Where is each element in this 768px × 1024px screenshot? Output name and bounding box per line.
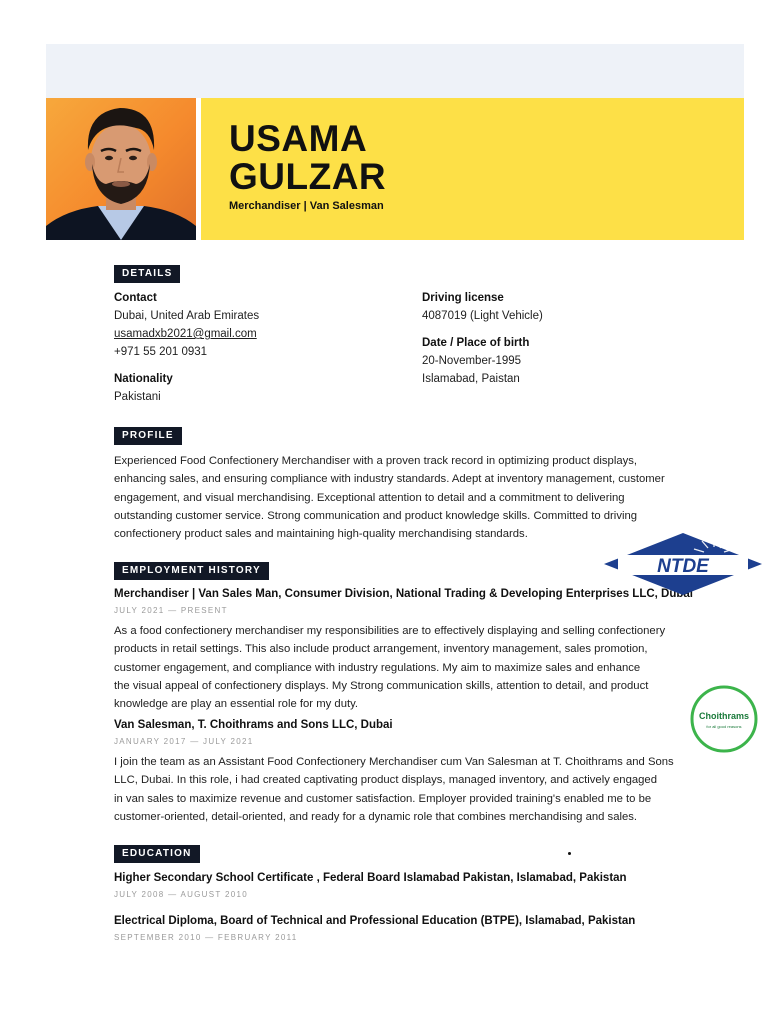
job-1-description [114,622,665,713]
ntde-logo [604,533,762,595]
birth-place: Islamabad, Paistan [422,373,520,385]
license-heading: Driving license [422,292,504,304]
profile-photo [46,98,196,240]
candidate-name [229,120,386,196]
last-name: GULZAR [229,156,387,197]
ntde-logo-text: NTDE [657,556,709,577]
education-1-dates: JULY 2008 — AUGUST 2010 [114,890,248,899]
education-2-dates: SEPTEMBER 2010 — FEBRUARY 2011 [114,933,298,942]
birth-date: 20-November-1995 [422,355,522,367]
birth-heading: Date / Place of birth [422,337,530,349]
job-1-line: customer engagement, and compliance with industry regulations. My aim to maximize sales and enhance [114,661,641,674]
choithrams-logo-tagline: for all good reasons [706,724,742,729]
choithrams-logo [689,684,759,754]
section-label-details: DETAILS [114,265,180,283]
contact-heading: Contact [114,292,157,304]
avatar-portrait [46,98,196,240]
top-band [46,44,744,98]
section-label-employment: EMPLOYMENT HISTORY [114,562,269,580]
profile-summary [114,452,665,543]
education-1-title: Higher Secondary School Certificate , Federal Board Islamabad Pakistan, Islamabad, Pakistan [114,872,627,884]
name-banner [201,98,744,240]
job-2-title: Van Salesman, T. Choithrams and Sons LLC, Dubai [114,719,393,731]
job-2-line: customer-oriented, detail-oriented, and ready for a dynamic role that combines merchandising and sales. [114,810,638,823]
profile-line: engagement, and visual merchandising. Exceptional attention to detail and a commitment to delivering [114,491,625,504]
contact-email-link[interactable]: usamadxb2021@gmail.com [114,328,257,340]
contact-location: Dubai, United Arab Emirates [114,310,260,322]
profile-line: confectionery product sales and maintaining high-quality merchandising standards. [114,528,528,541]
job-2-description [114,753,674,826]
choithrams-logo-text: Choithrams [698,711,750,721]
nationality-value: Pakistani [114,391,161,403]
job-1-line: As a food confectionery merchandiser my responsibilities are to effectively displaying and selling confectionery [114,625,666,637]
contact-phone: +971 55 201 0931 [114,346,208,358]
stray-dot [568,852,571,855]
job-1-line: the visual appeal of confectionery displays. My Strong communication skills, attention to detail, and product [114,679,649,692]
job-1-line: products in retail settings. This also include product arrangement, inventory management, sales promotion, [114,643,648,656]
education-2-title: Electrical Diploma, Board of Technical and Professional Education (BTPE), Islamabad, Pakistan [114,915,636,927]
profile-line: enhancing sales, and ensuring compliance with industry standards. Adept at inventory management, customer [114,473,665,486]
job-2-line: LLC, Dubai. In this role, i had created captivating product displays, managed inventory, and actively engaged [114,774,657,787]
nationality-heading: Nationality [114,373,173,385]
profile-line: outstanding customer service. Strong communication and product knowledge skills. Committed to driving [114,509,638,522]
job-title: Merchandiser | Van Salesman [229,200,384,212]
profile-line: Experienced Food Confectionery Merchandiser with a proven track record in optimizing product displays, [114,455,638,467]
license-value: 4087019 (Light Vehicle) [422,310,543,322]
section-label-education: EDUCATION [114,845,200,863]
first-name: USAMA [229,118,368,159]
section-label-profile: PROFILE [114,427,182,445]
job-1-dates: JULY 2021 — PRESENT [114,606,228,615]
job-2-line: I join the team as an Assistant Food Confectionery Merchandiser cum Van Salesman at T. Choithrams and Sons [114,756,674,768]
job-1-title: Merchandiser | Van Sales Man, Consumer Division, National Trading & Developing Enterprises LLC, Dubai [114,588,693,600]
job-1-line: knowledge are play an essential role for my duty. [114,698,359,711]
job-2-dates: JANUARY 2017 — JULY 2021 [114,737,254,746]
job-2-line: in van sales to maximize revenue and customer satisfaction. Employer provided training's enabled me to be [114,792,652,805]
